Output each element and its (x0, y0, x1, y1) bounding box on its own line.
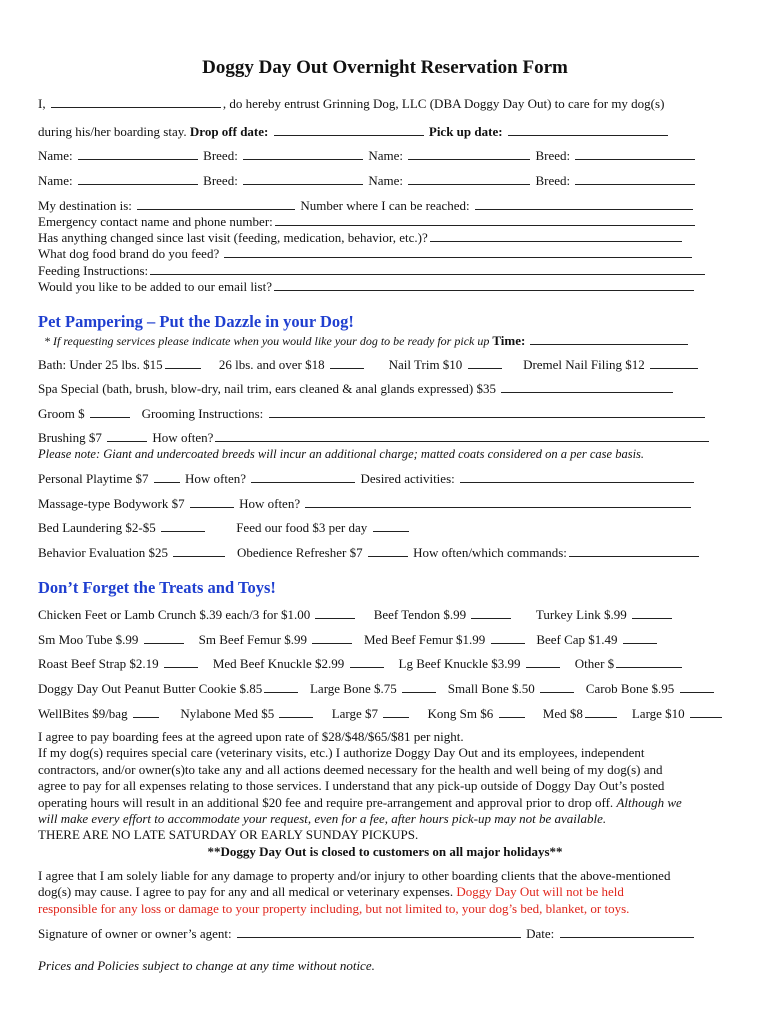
terms-after-hours: operating hours will result in an additional $20 fee and require pre-arrangement and approval prior to drop off. (38, 795, 614, 810)
playtime-field[interactable] (154, 471, 180, 483)
large-bone-label: Large Bone $.75 (309, 681, 397, 696)
beef-tendon-label: Beef Tendon $.99 (373, 607, 467, 622)
feeding-field[interactable] (150, 263, 705, 275)
feed-food-field[interactable] (373, 520, 409, 532)
beef-cap-field[interactable] (623, 632, 657, 644)
terms-liability-3: responsible for any loss or damage to your property including, but not limited to, your dog’s bed, blanket, or toys. (38, 901, 630, 916)
med-beef-knuckle-field[interactable] (350, 656, 384, 668)
playtime-label: Personal Playtime $7 (38, 471, 149, 486)
sm-beef-femur-field[interactable] (312, 632, 352, 644)
terms-care-1: If my dog(s) requires special care (veterinary visits, etc.) I authorize Doggy Day Out and its employees, independent (38, 745, 645, 760)
behavior-evaluation-label: Behavior Evaluation $25 (38, 545, 168, 560)
roast-beef-strap-field[interactable] (164, 656, 198, 668)
wellbites-label: WellBites $9/bag (38, 706, 128, 721)
groom-label: Groom $ (38, 406, 85, 421)
dog-name-field[interactable] (408, 148, 530, 160)
intro-line-1 (38, 96, 664, 112)
terms-care-4 (38, 795, 682, 811)
chicken-feet-field[interactable] (315, 607, 355, 619)
reached-field[interactable] (475, 198, 693, 210)
wellbites-field[interactable] (133, 706, 159, 718)
med-beef-femur-field[interactable] (491, 632, 525, 644)
brushing-line (38, 430, 711, 446)
terms-liability-1: I agree that I am solely liable for any damage to property and/or injury to other boarding clients that the above-mentioned (38, 868, 671, 883)
other-label: Other $ (574, 656, 615, 671)
spa-line (38, 381, 675, 397)
feeding-line (38, 263, 707, 279)
terms-medical: dog(s) may cause. I agree to pay for any and all medical or veterinary expenses. (38, 884, 454, 899)
med-beef-knuckle-label: Med Beef Knuckle $2.99 (212, 656, 345, 671)
signature-line (38, 926, 696, 942)
playtime-how-often-field[interactable] (251, 471, 355, 483)
beef-tendon-field[interactable] (471, 607, 511, 619)
brushing-how-often-field[interactable] (215, 430, 709, 442)
terms-not-held: Doggy Day Out will not be held (456, 884, 624, 899)
lg-beef-knuckle-label: Lg Beef Knuckle $3.99 (398, 656, 521, 671)
email-field[interactable] (274, 279, 694, 291)
dog-row-1 (38, 148, 697, 164)
dog-name-label: Name: (368, 173, 403, 188)
terms-care-5: will make every effort to accommodate your request, even for a fee, after hours pick-up may not be available. (38, 811, 607, 826)
pickup-time-field[interactable] (530, 333, 688, 345)
treats-heading: Don’t Forget the Treats and Toys! (38, 578, 276, 597)
kong-med-field[interactable] (585, 706, 617, 718)
dog-breed-label: Breed: (203, 148, 238, 163)
bath-line (38, 357, 700, 373)
bed-line (38, 520, 411, 536)
kong-med-label: Med $8 (542, 706, 583, 721)
treats-row-5 (38, 706, 724, 722)
nylabone-large-field[interactable] (383, 706, 409, 718)
dog-row-2 (38, 173, 697, 189)
feeding-label: Feeding Instructions: (38, 263, 149, 278)
turkey-link-label: Turkey Link $.99 (535, 607, 627, 622)
how-often-label: How often? (152, 430, 214, 445)
emergency-label: Emergency contact name and phone number: (38, 214, 273, 229)
nylabone-med-label: Nylabone Med $5 (180, 706, 275, 721)
nylabone-med-field[interactable] (279, 706, 313, 718)
massage-label: Massage-type Bodywork $7 (38, 496, 185, 511)
date-field[interactable] (560, 926, 694, 938)
dog-name-label: Name: (38, 173, 73, 188)
obedience-field[interactable] (368, 545, 408, 557)
terms-no-late: THERE ARE NO LATE SATURDAY OR EARLY SUNDAY PICKUPS. (38, 827, 419, 842)
massage-line (38, 496, 693, 512)
playtime-line (38, 471, 696, 487)
dog-name-field[interactable] (408, 173, 530, 185)
brushing-field[interactable] (107, 430, 147, 442)
behavior-line (38, 545, 701, 561)
dog-breed-field[interactable] (575, 148, 695, 160)
bed-laundering-field[interactable] (161, 520, 205, 532)
sm-beef-femur-label: Sm Beef Femur $.99 (198, 632, 307, 647)
commands-label: How often/which commands: (413, 545, 567, 560)
destination-line (38, 198, 695, 214)
other-field[interactable] (616, 656, 682, 668)
dog-breed-label: Breed: (535, 173, 571, 188)
intro-line-2 (38, 124, 670, 140)
groom-line (38, 406, 707, 422)
page-title: Doggy Day Out Overnight Reservation Form (202, 57, 568, 78)
date-label: Date: (526, 926, 555, 941)
large-bone-field[interactable] (402, 681, 436, 693)
please-note: Please note: Giant and undercoated breeds will incur an additional charge; matted coats considered on a per case basis. (38, 447, 645, 461)
carob-bone-label: Carob Bone $.95 (585, 681, 675, 696)
emergency-line (38, 214, 697, 230)
email-line (38, 279, 696, 295)
beef-cap-label: Beef Cap $1.49 (536, 632, 618, 647)
terms-liability-2 (38, 884, 624, 900)
behavior-evaluation-field[interactable] (173, 545, 225, 557)
treats-row-1 (38, 607, 674, 623)
destination-field[interactable] (137, 198, 295, 210)
dog-breed-field[interactable] (243, 173, 363, 185)
dog-breed-label: Breed: (203, 173, 238, 188)
drop-off-date-field[interactable] (274, 124, 424, 136)
massage-field[interactable] (190, 496, 234, 508)
kong-sm-label: Kong Sm $6 (427, 706, 494, 721)
carob-bone-field[interactable] (680, 681, 714, 693)
lg-beef-knuckle-field[interactable] (526, 656, 560, 668)
intro-entrust: , do hereby entrust Grinning Dog, LLC (DBA Doggy Day Out) to care for my dog(s) (222, 96, 665, 111)
groom-field[interactable] (90, 406, 130, 418)
owner-name-field[interactable] (51, 96, 221, 108)
bath-26-over: 26 lbs. and over $18 (218, 357, 325, 372)
footer-note: Prices and Policies subject to change at any time without notice. (38, 958, 375, 973)
changed-label: Has anything changed since last visit (feeding, medication, behavior, etc.)? (38, 230, 428, 245)
terms-although: Although we (616, 795, 682, 810)
dog-name-label: Name: (368, 148, 403, 163)
changed-field[interactable] (430, 230, 682, 242)
terms-care-2: contractors, and/or owner(s)to take any and all actions deemed necessary for the health and well being of my dog(s) and (38, 762, 663, 777)
dremel-field[interactable] (650, 357, 698, 369)
sm-moo-tube-label: Sm Moo Tube $.99 (38, 632, 139, 647)
dog-breed-field[interactable] (243, 148, 363, 160)
grooming-instructions-label: Grooming Instructions: (141, 406, 264, 421)
small-bone-label: Small Bone $.50 (447, 681, 535, 696)
nail-trim: Nail Trim $10 (388, 357, 463, 372)
kong-sm-field[interactable] (499, 706, 525, 718)
terms-rate: I agree to pay boarding fees at the agreed upon rate of $28/$48/$65/$81 per night. (38, 729, 464, 744)
food-label: What dog food brand do you feed? (38, 246, 220, 261)
dog-breed-field[interactable] (575, 173, 695, 185)
dog-name-label: Name: (38, 148, 73, 163)
emergency-field[interactable] (275, 214, 695, 226)
terms-holidays: **Doggy Day Out is closed to customers on all major holidays** (207, 844, 563, 859)
bath-under25: Bath: Under 25 lbs. $15 (38, 357, 163, 372)
destination-label: My destination is: (38, 198, 132, 213)
nail-trim-field[interactable] (468, 357, 502, 369)
dremel-filing: Dremel Nail Filing $12 (523, 357, 645, 372)
grooming-instructions-field[interactable] (269, 406, 705, 418)
how-often-label: How often? (185, 471, 247, 486)
pickup-time-label: Time: (492, 333, 526, 348)
pick-up-date-field[interactable] (508, 124, 668, 136)
kong-large-field[interactable] (690, 706, 722, 718)
nylabone-large-label: Large $7 (331, 706, 379, 721)
email-label: Would you like to be added to our email list? (38, 279, 272, 294)
how-often-label: How often? (239, 496, 301, 511)
food-line (38, 246, 694, 262)
kong-large-label: Large $10 (631, 706, 685, 721)
spa-special: Spa Special (bath, brush, blow-dry, nail trim, ears cleaned & anal glands expressed) $35 (38, 381, 496, 396)
commands-field[interactable] (569, 545, 699, 557)
small-bone-field[interactable] (540, 681, 574, 693)
obedience-label: Obedience Refresher $7 (236, 545, 363, 560)
bath-26-field[interactable] (330, 357, 364, 369)
feed-food-label: Feed our food $3 per day (236, 520, 368, 535)
treats-row-2 (38, 632, 659, 648)
spa-field[interactable] (501, 381, 673, 393)
chicken-feet-label: Chicken Feet or Lamb Crunch $.39 each/3 for $1.00 (38, 607, 311, 622)
intro-i: I, (38, 96, 46, 111)
pampering-note: * If requesting services please indicate when you would like your dog to be ready for pick up (44, 334, 490, 348)
bath-under25-field[interactable] (165, 357, 201, 369)
dog-name-field[interactable] (78, 148, 198, 160)
dog-breed-label: Breed: (535, 148, 571, 163)
med-beef-femur-label: Med Beef Femur $1.99 (364, 632, 486, 647)
bed-laundering-label: Bed Laundering $2-$5 (38, 520, 156, 535)
food-field[interactable] (224, 246, 692, 258)
signature-field[interactable] (237, 926, 521, 938)
pampering-note-line (44, 333, 690, 349)
intro-during: during his/her boarding stay. (38, 124, 187, 139)
terms-care-3: agree to pay for all expenses relating to those services. I understand that any pick-up outside of Doggy Day Out’s posted (38, 778, 665, 793)
pick-up-label: Pick up date: (428, 124, 503, 139)
desired-activities-label: Desired activities: (360, 471, 455, 486)
signature-label: Signature of owner or owner’s agent: (38, 926, 232, 941)
treats-row-4 (38, 681, 716, 697)
massage-how-often-field[interactable] (305, 496, 691, 508)
turkey-link-field[interactable] (632, 607, 672, 619)
peanut-butter-cookie-field[interactable] (264, 681, 298, 693)
dog-name-field[interactable] (78, 173, 198, 185)
brushing-label: Brushing $7 (38, 430, 102, 445)
desired-activities-field[interactable] (460, 471, 694, 483)
pampering-heading: Pet Pampering – Put the Dazzle in your Dog! (38, 312, 354, 331)
peanut-butter-cookie-label: Doggy Day Out Peanut Butter Cookie $.85 (38, 681, 263, 696)
reached-label: Number where I can be reached: (300, 198, 470, 213)
sm-moo-tube-field[interactable] (144, 632, 184, 644)
roast-beef-strap-label: Roast Beef Strap $2.19 (38, 656, 159, 671)
changed-line (38, 230, 684, 246)
drop-off-label: Drop off date: (189, 124, 269, 139)
treats-row-3 (38, 656, 684, 672)
